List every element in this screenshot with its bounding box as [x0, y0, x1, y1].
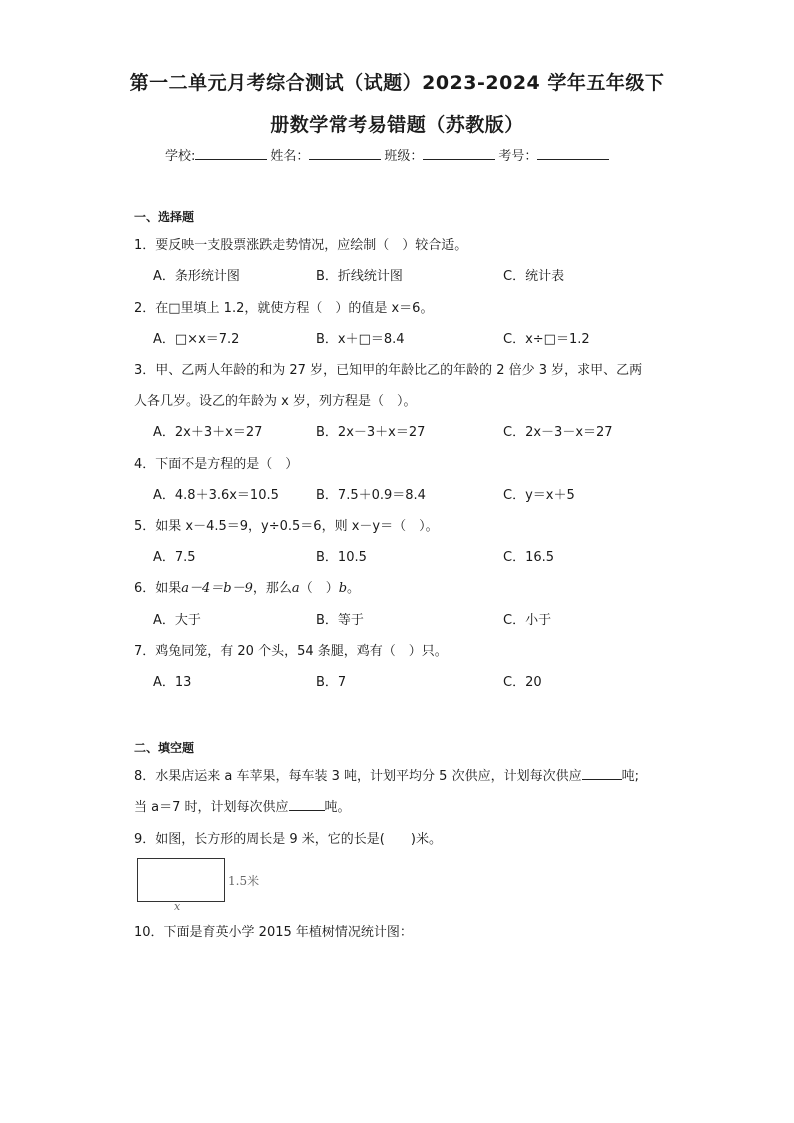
- question-7: 7．鸡兔同笼，有 20 个头，54 条腿，鸡有（ ）只。: [134, 644, 448, 659]
- class-blank[interactable]: [423, 147, 495, 160]
- title-line-1: 第一二单元月考综合测试（试题）2023-2024 学年五年级下: [129, 72, 665, 94]
- q6-prefix: 6．如果: [134, 581, 182, 596]
- q2-option-c: C．x÷□＝1.2: [503, 332, 590, 347]
- q3-option-b: B．2x－3＋x＝27: [316, 425, 426, 440]
- section-1-title: 一、选择题: [134, 210, 195, 224]
- question-8-line-2: [134, 796, 351, 815]
- question-3-line-1: 3．甲、乙两人年龄的和为 27 岁，已知甲的年龄比乙的年龄的 2 倍少 3 岁，求甲、乙两: [134, 363, 643, 378]
- q6-end: 。: [347, 581, 361, 596]
- q1-option-c: C．统计表: [503, 269, 565, 284]
- question-4: 4．下面不是方程的是（ ）: [134, 457, 299, 472]
- class-label: 班级：: [384, 149, 424, 164]
- q2-option-b: B．x＋□＝8.4: [316, 332, 405, 347]
- q4-option-b: B．7.5＋0.9＝8.4: [316, 488, 426, 503]
- q6-expression: a－4＝b－9: [181, 581, 253, 596]
- question-9: 9．如图，长方形的周长是 9 米，它的长是( )米。: [134, 832, 442, 847]
- q6-option-a: A．大于: [153, 613, 201, 628]
- question-8-line-1: [134, 765, 639, 784]
- q1-option-a: A．条形统计图: [153, 269, 240, 284]
- q8-text: 8．水果店运来 a 车苹果，每车装 3 吨，计划平均分 5 次供应，计划每次供应: [134, 769, 582, 784]
- q8-blank-2[interactable]: [289, 798, 325, 811]
- q3-option-c: C．2x－3－x＝27: [503, 425, 613, 440]
- school-blank[interactable]: [195, 147, 267, 160]
- number-label: 考号：: [498, 149, 538, 164]
- name-blank[interactable]: [309, 147, 381, 160]
- title-line-2: 册数学常考易错题（苏教版）: [270, 114, 524, 136]
- q7-option-c: C．20: [503, 675, 542, 690]
- question-2: 2．在□里填上 1.2，就使方程（ ）的值是 x＝6。: [134, 301, 434, 316]
- q6-var-a: a: [291, 581, 300, 596]
- q6-option-c: C．小于: [503, 613, 552, 628]
- section-2-title: 二、填空题: [134, 741, 195, 755]
- q6-option-b: B．等于: [316, 613, 364, 628]
- question-10: 10．下面是育英小学 2015 年植树情况统计图：: [134, 925, 413, 940]
- name-label: 姓名：: [270, 149, 310, 164]
- q5-option-a: A．7.5: [153, 550, 196, 565]
- q5-option-c: C．16.5: [503, 550, 555, 565]
- rectangle-width-label: 1.5米: [228, 874, 260, 888]
- q3-option-a: A．2x＋3＋x＝27: [153, 425, 263, 440]
- q4-option-a: A．4.8＋3.6x＝10.5: [153, 488, 279, 503]
- q6-var-b: b: [338, 581, 348, 596]
- q6-paren: （ ）: [299, 581, 339, 596]
- q7-option-b: B．7: [316, 675, 347, 690]
- question-3-line-2: 人各几岁。设乙的年龄为 x 岁，列方程是（ ）。: [134, 394, 417, 409]
- school-label: 学校:: [165, 149, 196, 164]
- q2-option-a: A．□×x＝7.2: [153, 332, 240, 347]
- q1-option-b: B．折线统计图: [316, 269, 403, 284]
- question-5: 5．如果 x－4.5＝9，y÷0.5＝6，则 x－y＝（ ）。: [134, 519, 439, 534]
- rectangle-length-label: x: [174, 900, 181, 913]
- question-6: [134, 577, 360, 596]
- q5-option-b: B．10.5: [316, 550, 367, 565]
- q8-unit-1: 吨;: [621, 769, 639, 784]
- student-info-line: [165, 145, 612, 164]
- q4-option-c: C．y＝x＋5: [503, 488, 575, 503]
- q8-unit-2: 吨。: [324, 800, 351, 815]
- number-blank[interactable]: [537, 147, 609, 160]
- question-1: 1．要反映一支股票涨跌走势情况，应绘制（ ）较合适。: [134, 238, 468, 253]
- q6-middle: ，那么: [252, 581, 292, 596]
- rectangle-figure: [137, 858, 225, 902]
- q8-blank-1[interactable]: [582, 767, 622, 780]
- q8-text-2: 当 a＝7 时，计划每次供应: [134, 800, 289, 815]
- q7-option-a: A．13: [153, 675, 192, 690]
